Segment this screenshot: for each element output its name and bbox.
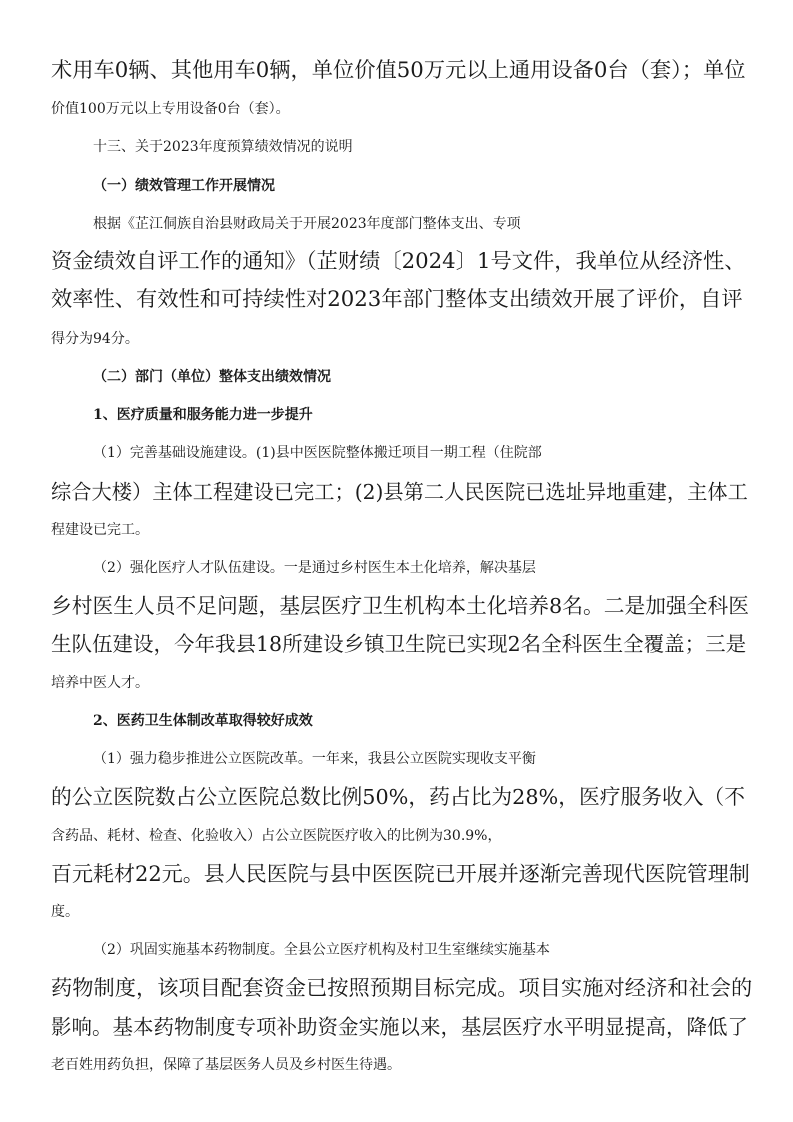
para-line-1: 术用车0辆、其他用车0辆，单位价值50万元以上通用设备0台（套）；单位 xyxy=(51,58,746,83)
para-line-6: 资金绩效自评工作的通知》（芷财绩〔2024〕1号文件，我单位从经济性、 xyxy=(51,249,746,274)
para-line-25: 药物制度，该项目配套资金已按照预期目标完成。项目实施对经济和社会的 xyxy=(51,976,753,1001)
para-line-23: 度。 xyxy=(51,904,79,920)
para-line-20: 的公立医院数占公立医院总数比例50%，药占比为28%，医疗服务收入（不 xyxy=(51,785,745,809)
para-line-15: 乡村医生人员不足问题，基层医疗卫生机构本土化培养8名。二是加强全科医 xyxy=(51,594,749,618)
item-heading-2: 2、医药卫生体制改革取得较好成效 xyxy=(93,713,313,729)
para-line-17: 培养中医人才。 xyxy=(51,675,149,691)
para-line-11: （1）完善基础设施建设。(1)县中医医院整体搬迁项目一期工程（住院部 xyxy=(93,445,542,461)
item-heading-1: 1、医疗质量和服务能力进一步提升 xyxy=(93,407,313,423)
para-line-26: 影响。基本药物制度专项补助资金实施以来，基层医疗水平明显提高，降低了 xyxy=(51,1015,748,1039)
para-line-12: 综合大楼）主体工程建设已完工；(2)县第二人民医院已选址异地重建，主体工 xyxy=(51,480,748,504)
para-line-2: 价值100万元以上专用设备0台（套）。 xyxy=(51,101,290,117)
para-line-24: （2）巩固实施基本药物制度。全县公立医疗机构及村卫生室继续实施基本 xyxy=(93,942,550,958)
para-line-5: 根据《芷江侗族自治县财政局关于开展2023年度部门整体支出、专项 xyxy=(93,216,521,232)
para-line-13: 程建设已完工。 xyxy=(51,522,149,538)
para-line-7: 效率性、有效性和可持续性对2023年部门整体支出绩效开展了评价，自评 xyxy=(51,287,743,312)
subheading-2: （二）部门（单位）整体支出绩效情况 xyxy=(93,369,331,385)
para-line-14: （2）强化医疗人才队伍建设。一是通过乡村医生本土化培养，解决基层 xyxy=(93,560,536,576)
subheading-1: （一）绩效管理工作开展情况 xyxy=(93,178,275,194)
para-line-21: 含药品、耗材、检查、化验收入）占公立医院医疗收入的比例为30.9%， xyxy=(51,828,502,844)
section-heading-13: 十三、关于2023年度预算绩效情况的说明 xyxy=(93,139,353,155)
para-line-27: 老百姓用药负担，保障了基层医务人员及乡村医生待遇。 xyxy=(51,1057,401,1073)
para-line-16: 生队伍建设，今年我县18所建设乡镇卫生院已实现2名全科医生全覆盖；三是 xyxy=(51,632,747,656)
para-line-22: 百元耗材22元。县人民医院与县中医医院已开展并逐渐完善现代医院管理制 xyxy=(51,862,750,886)
para-line-19: （1）强力稳步推进公立医院改革。一年来，我县公立医院实现收支平衡 xyxy=(93,751,536,767)
para-line-8: 得分为94分。 xyxy=(51,331,139,347)
